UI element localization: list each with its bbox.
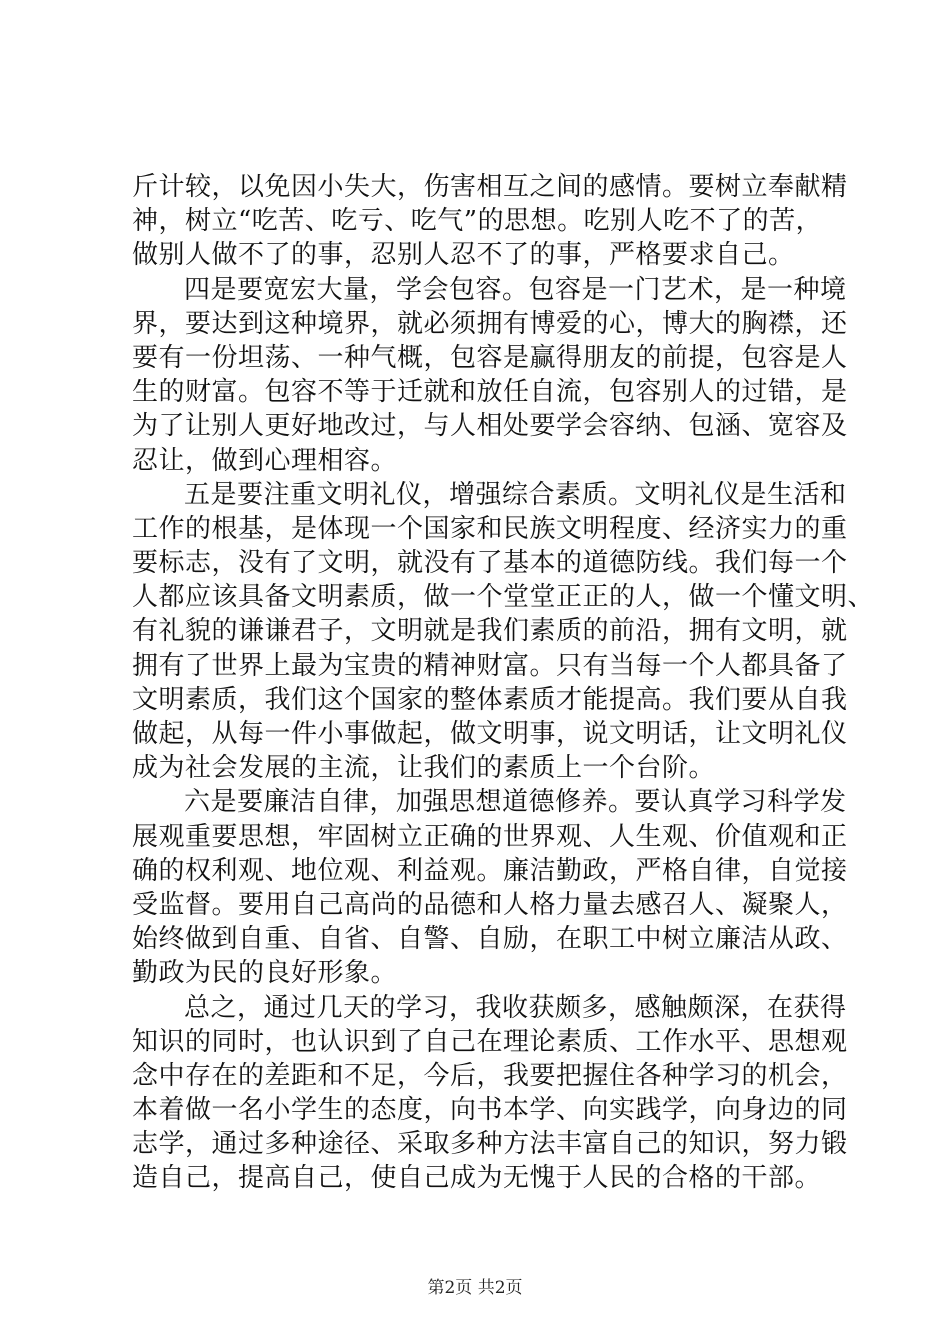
text-line: 成为社会发展的主流，让我们的素质上一个台阶。	[132, 753, 716, 784]
text-line: 界，要达到这种境界，就必须拥有博爱的心，博大的胸襟，还	[132, 308, 848, 339]
text-line: 做起，从每一件小事做起，做文明事，说文明话，让文明礼仪	[132, 719, 848, 749]
text-line: 做别人做不了的事，忍别人忍不了的事，严格要求自己。	[132, 240, 795, 271]
text-line: 人都应该具备文明素质，做一个堂堂正正的人，做一个懂文明、	[132, 582, 875, 613]
text-line: 造自己，提高自己，使自己成为无愧于人民的合格的干部。	[132, 1163, 822, 1194]
document-body	[132, 170, 875, 1196]
text-line: 要标志，没有了文明，就没有了基本的道德防线。我们每一个	[132, 548, 848, 579]
text-line: 斤计较，以免因小失大，伤害相互之间的感情。要树立奉献精	[132, 172, 848, 202]
text-line: 为了让别人更好地改过，与人相处要学会容纳、包涵、宽容及	[132, 411, 848, 442]
text-line: 志学，通过多种途径、采取多种方法丰富自己的知识，努力锻	[132, 1129, 848, 1160]
paragraph-etiquette	[132, 478, 875, 786]
paragraph-tolerance	[132, 273, 848, 478]
text-line: 五是要注重文明礼仪，增强综合素质。文明礼仪是生活和	[184, 479, 847, 510]
text-line: 生的财富。包容不等于迁就和放任自流，包容别人的过错，是	[132, 377, 848, 408]
page-number-label: 第2页 共2页	[427, 1278, 523, 1298]
paragraph-continuation	[132, 170, 848, 273]
text-line: 工作的根基，是体现一个国家和民族文明程度、经济实力的重	[132, 513, 848, 544]
text-line: 要有一份坦荡、一种气概，包容是赢得朋友的前提，包容是人	[132, 342, 848, 373]
text-line: 神，树立“吃苦、吃亏、吃气”的思想。吃别人吃不了的苦，	[132, 206, 823, 237]
text-line: 总之，通过几天的学习，我收获颇多，感触颇深，在获得	[184, 992, 847, 1023]
text-line: 六是要廉洁自律，加强思想道德修养。要认真学习科学发	[184, 787, 847, 818]
paragraph-integrity	[132, 785, 848, 990]
text-line: 确的权利观、地位观、利益观。廉洁勤政，严格自律，自觉接	[132, 855, 848, 886]
text-line: 勤政为民的良好形象。	[132, 958, 398, 989]
text-line: 受监督。要用自己高尚的品德和人格力量去感召人、凝聚人，	[132, 889, 848, 920]
text-line: 拥有了世界上最为宝贵的精神财富。只有当每一个人都具备了	[132, 650, 848, 681]
text-line: 四是要宽宏大量，学会包容。包容是一门艺术，是一种境	[184, 274, 847, 305]
text-line: 文明素质，我们这个国家的整体素质才能提高。我们要从自我	[132, 684, 848, 715]
text-line: 有礼貌的谦谦君子，文明就是我们素质的前沿，拥有文明，就	[132, 616, 848, 647]
text-line: 知识的同时，也认识到了自己在理论素质、工作水平、思想观	[132, 1026, 848, 1057]
text-line: 忍让，做到心理相容。	[132, 445, 398, 476]
text-line: 本着做一名小学生的态度，向书本学、向实践学，向身边的同	[132, 1095, 848, 1126]
page-footer	[0, 1273, 950, 1298]
paragraph-conclusion	[132, 991, 848, 1196]
text-line: 念中存在的差距和不足，今后，我要把握住各种学习的机会，	[132, 1060, 848, 1091]
text-line: 展观重要思想，牢固树立正确的世界观、人生观、价值观和正	[132, 821, 848, 852]
text-line: 始终做到自重、自省、自警、自励，在职工中树立廉洁从政、	[132, 924, 848, 955]
